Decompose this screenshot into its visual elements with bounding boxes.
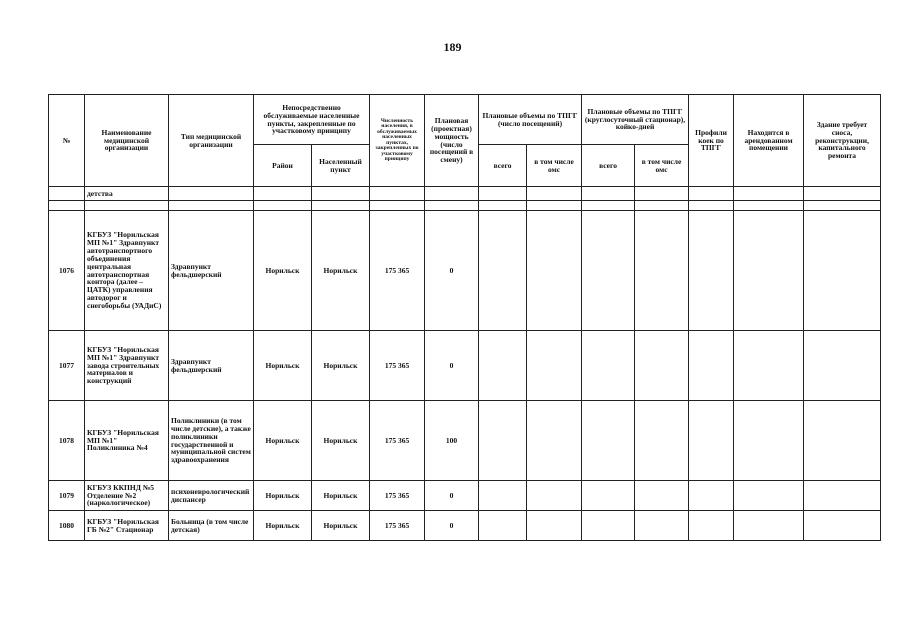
row-capacity: 0	[425, 211, 479, 331]
row-org-type: Больница (в том числе детская)	[169, 511, 254, 541]
row-no: 1078	[49, 401, 85, 481]
continuation-row	[49, 187, 881, 201]
row-locality: Норильск	[312, 481, 370, 511]
row-locality: Норильск	[312, 511, 370, 541]
col-renovation-header: Здание требует сноса, реконструкции, капитального ремонта	[804, 95, 881, 187]
row-org-name: КГБУЗ "Норильская МП №1" Здравпункт автотранспортного объединения центральная автотранспортная контора (далее – ЦАТК) управления автодорог и снегоборьбы (УАДиС)	[85, 211, 169, 331]
row-org-type: Здравпункт фельдшерский	[169, 331, 254, 401]
page-number: 189	[443, 40, 462, 54]
table-row	[49, 511, 881, 541]
col-population-header: Численность населения, в обслуживаемых населенных пунктах, закрепленных по участковому принципу	[370, 95, 425, 187]
col-tpgg-visits-header: Плановые объемы по ТПГГ (число посещений)	[479, 95, 582, 145]
col-org-type-header: Тип медицинской организации	[169, 95, 254, 187]
row-population: 175 365	[370, 211, 425, 331]
col-org-name-header: Наименование медицинской организации	[85, 95, 169, 187]
row-district: Норильск	[254, 401, 312, 481]
row-locality: Норильск	[312, 331, 370, 401]
row-no: 1079	[49, 481, 85, 511]
col-total-visits-header: всего	[479, 145, 527, 187]
row-locality: Норильск	[312, 211, 370, 331]
col-bed-profiles-header: Профили коек по ТПГГ	[689, 95, 734, 187]
col-capacity-header: Плановая (проектная) мощность (число посещений в смену)	[425, 95, 479, 187]
row-district: Норильск	[254, 331, 312, 401]
row-district: Норильск	[254, 481, 312, 511]
col-district-header: Район	[254, 145, 312, 187]
table-row	[49, 401, 881, 481]
continuation-org-name: детства	[85, 187, 169, 201]
row-population: 175 365	[370, 511, 425, 541]
col-total-beds-header: всего	[582, 145, 635, 187]
row-capacity: 100	[425, 401, 479, 481]
row-org-name: КГБУЗ ККПНД №5 Отделение №2 (наркологическое)	[85, 481, 169, 511]
row-org-type: Здравпункт фельдшерский	[169, 211, 254, 331]
col-oms-beds-header: в том числе омс	[635, 145, 689, 187]
row-org-name: КГБУЗ "Норильская МП №1" Поликлиника №4	[85, 401, 169, 481]
medical-organizations-table	[48, 94, 881, 541]
col-locality-header: Населенный пункт	[312, 145, 370, 187]
table-row	[49, 331, 881, 401]
row-locality: Норильск	[312, 401, 370, 481]
row-org-type: Поликлиники (в том числе детские), а также поликлиники государственной и муниципальной систем здравоохранения	[169, 401, 254, 481]
row-capacity: 0	[425, 511, 479, 541]
header-row-1	[49, 95, 881, 145]
col-leased-header: Находится в арендованном помещении	[734, 95, 804, 187]
row-district: Норильск	[254, 511, 312, 541]
col-no-header: №	[49, 95, 85, 187]
row-capacity: 0	[425, 331, 479, 401]
row-no: 1080	[49, 511, 85, 541]
row-org-type: психоневрологический диспансер	[169, 481, 254, 511]
row-org-name: КГБУЗ "Норильская ГБ №2" Стационар	[85, 511, 169, 541]
row-org-name: КГБУЗ "Норильская МП №1" Здравпункт завода строительных материалов и конструкций	[85, 331, 169, 401]
col-tpgg-beds-header: Плановые объемы по ТПГГ (круглосуточный стационар), койко-дней	[582, 95, 689, 145]
row-population: 175 365	[370, 481, 425, 511]
row-population: 175 365	[370, 401, 425, 481]
col-direct-service-header: Непосредственно обслуживаемые населенные пункты, закрепленные по участковому принципу	[254, 95, 370, 145]
row-no: 1076	[49, 211, 85, 331]
table-row	[49, 481, 881, 511]
table-row	[49, 211, 881, 331]
row-capacity: 0	[425, 481, 479, 511]
col-oms-visits-header: в том числе омс	[527, 145, 582, 187]
row-no: 1077	[49, 331, 85, 401]
spacer-row	[49, 201, 881, 211]
row-population: 175 365	[370, 331, 425, 401]
row-district: Норильск	[254, 211, 312, 331]
